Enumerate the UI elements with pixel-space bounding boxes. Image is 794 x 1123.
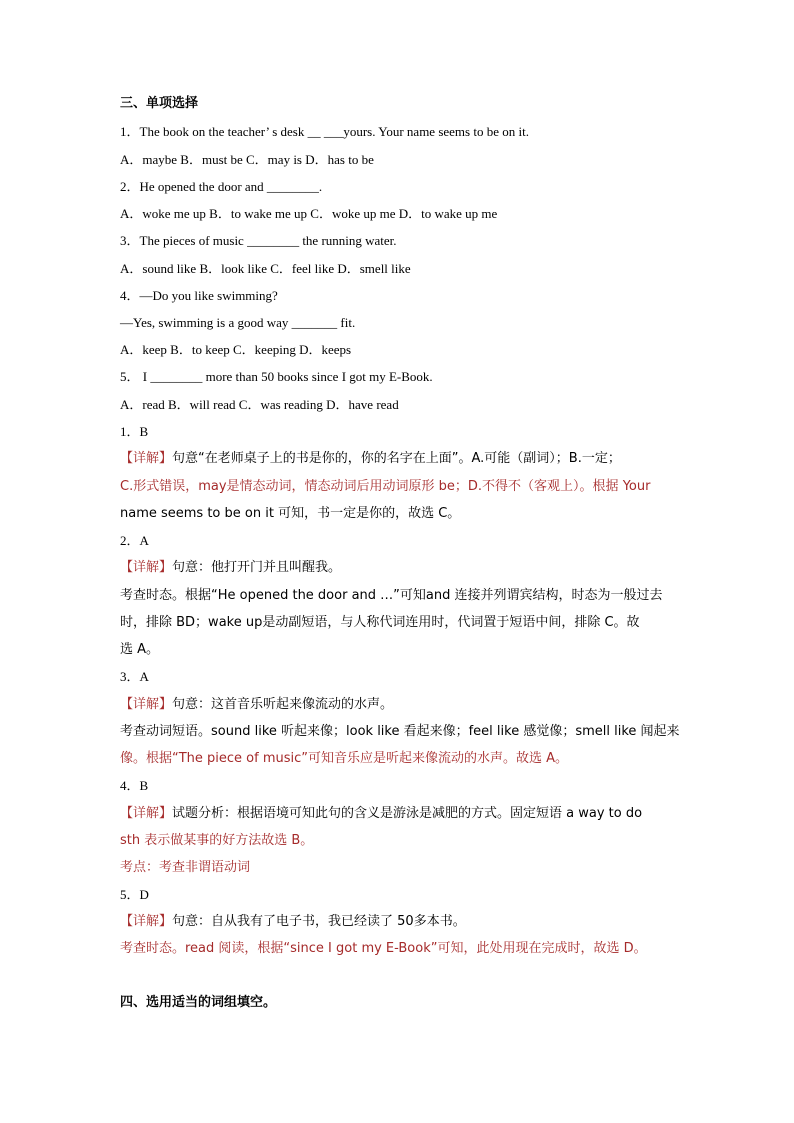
- question-4-stem: 4．—Do you like swimming?: [120, 288, 278, 303]
- answer-2-text-1: 句意：他打开门并且叫醒我。: [172, 560, 342, 575]
- answer-2-key: 2．A: [120, 533, 149, 548]
- question-1-options: A．maybe B．must be C．may is D．has to be: [120, 152, 374, 167]
- answer-5-key: 5．D: [120, 887, 149, 902]
- answer-1-line-3: name seems to be on it 可知，书一定是你的，故选 C。: [120, 506, 461, 521]
- answer-4-key: 4．B: [120, 778, 149, 793]
- answer-2-line-4: 选 A。: [120, 642, 160, 657]
- answer-2-line-3: 时，排除 BD；wake up是动副短语，与人称代词连用时，代词置于短语中间，排除 C。故: [120, 615, 640, 630]
- answer-3-tag: 【详解】: [120, 697, 173, 712]
- answer-5-line-1: [120, 914, 466, 930]
- question-4-options: A．keep B．to keep C．keeping D．keeps: [120, 342, 352, 357]
- question-1-stem: 1．The book on the teacher’ s desk __ ___yours. Your name seems to be on it.: [120, 124, 529, 139]
- answer-1-key: 1．B: [120, 424, 149, 439]
- answer-5-line-2: 考查时态。read 阅读，根据“since I got my E-Book”可知，此处用现在完成时，故选 D。: [120, 941, 647, 956]
- question-3-options: A．sound like B．look like C．feel like D．smell like: [120, 261, 411, 276]
- answer-4-text-1: 试题分析：根据语境可知此句的含义是游泳是减肥的方式。固定短语 a way to do: [172, 806, 643, 821]
- answer-1-line-1: [120, 451, 621, 467]
- question-2-options: A．woke me up B．to wake me up C．woke up me D．to wake up me: [120, 206, 498, 221]
- answer-5-tag: 【详解】: [120, 914, 173, 929]
- answer-3-line-2: 考查动词短语。sound like 听起来像；look like 看起来像；feel like 感觉像；smell like 闻起来: [120, 724, 680, 739]
- answer-4-line-2: sth 表示做某事的好方法故选 B。: [120, 833, 314, 848]
- answer-1-tag: 【详解】: [120, 451, 173, 466]
- answer-5-text-1: 句意：自从我有了电子书，我已经读了 50多本书。: [172, 914, 466, 929]
- answer-1-text-1: 句意“在老师桌子上的书是你的，你的名字在上面”。A.可能（副词）；B.一定；: [172, 451, 621, 466]
- question-5-options: A．read B．will read C．was reading D．have read: [120, 397, 399, 412]
- question-4-stem-reply: —Yes, swimming is a good way _______ fit.: [120, 315, 356, 330]
- answer-3-key: 3．A: [120, 669, 149, 684]
- answer-2-line-2: 考查时态。根据“He opened the door and …”可知and 连接并列谓宾结构，时态为一般过去: [120, 588, 663, 603]
- question-5-stem: 5． I ________ more than 50 books since I got my E-Book.: [120, 369, 433, 384]
- answer-3-line-1: [120, 697, 393, 713]
- answer-4-line-1: [120, 806, 642, 822]
- answer-1-line-2: C.形式错误，may是情态动词，情态动词后用动词原形 be；D.不得不（客观上）。根据 Your: [120, 479, 651, 494]
- question-2-stem: 2．He opened the door and ________.: [120, 179, 323, 194]
- answer-4-line-3: 考点：考查非谓语动词: [120, 860, 251, 875]
- answer-2-line-1: [120, 560, 341, 576]
- question-3-stem: 3．The pieces of music ________ the running water.: [120, 233, 397, 248]
- answer-3-text-1: 句意：这首音乐听起来像流动的水声。: [172, 697, 394, 712]
- answer-3-line-3: 像。根据“The piece of music”可知音乐应是听起来像流动的水声。故选 A。: [120, 751, 569, 766]
- section-3-heading: 三、单项选择: [120, 96, 199, 111]
- answer-2-tag: 【详解】: [120, 560, 173, 575]
- section-4-heading: 四、选用适当的词组填空。: [120, 995, 277, 1010]
- answer-4-tag: 【详解】: [120, 806, 173, 821]
